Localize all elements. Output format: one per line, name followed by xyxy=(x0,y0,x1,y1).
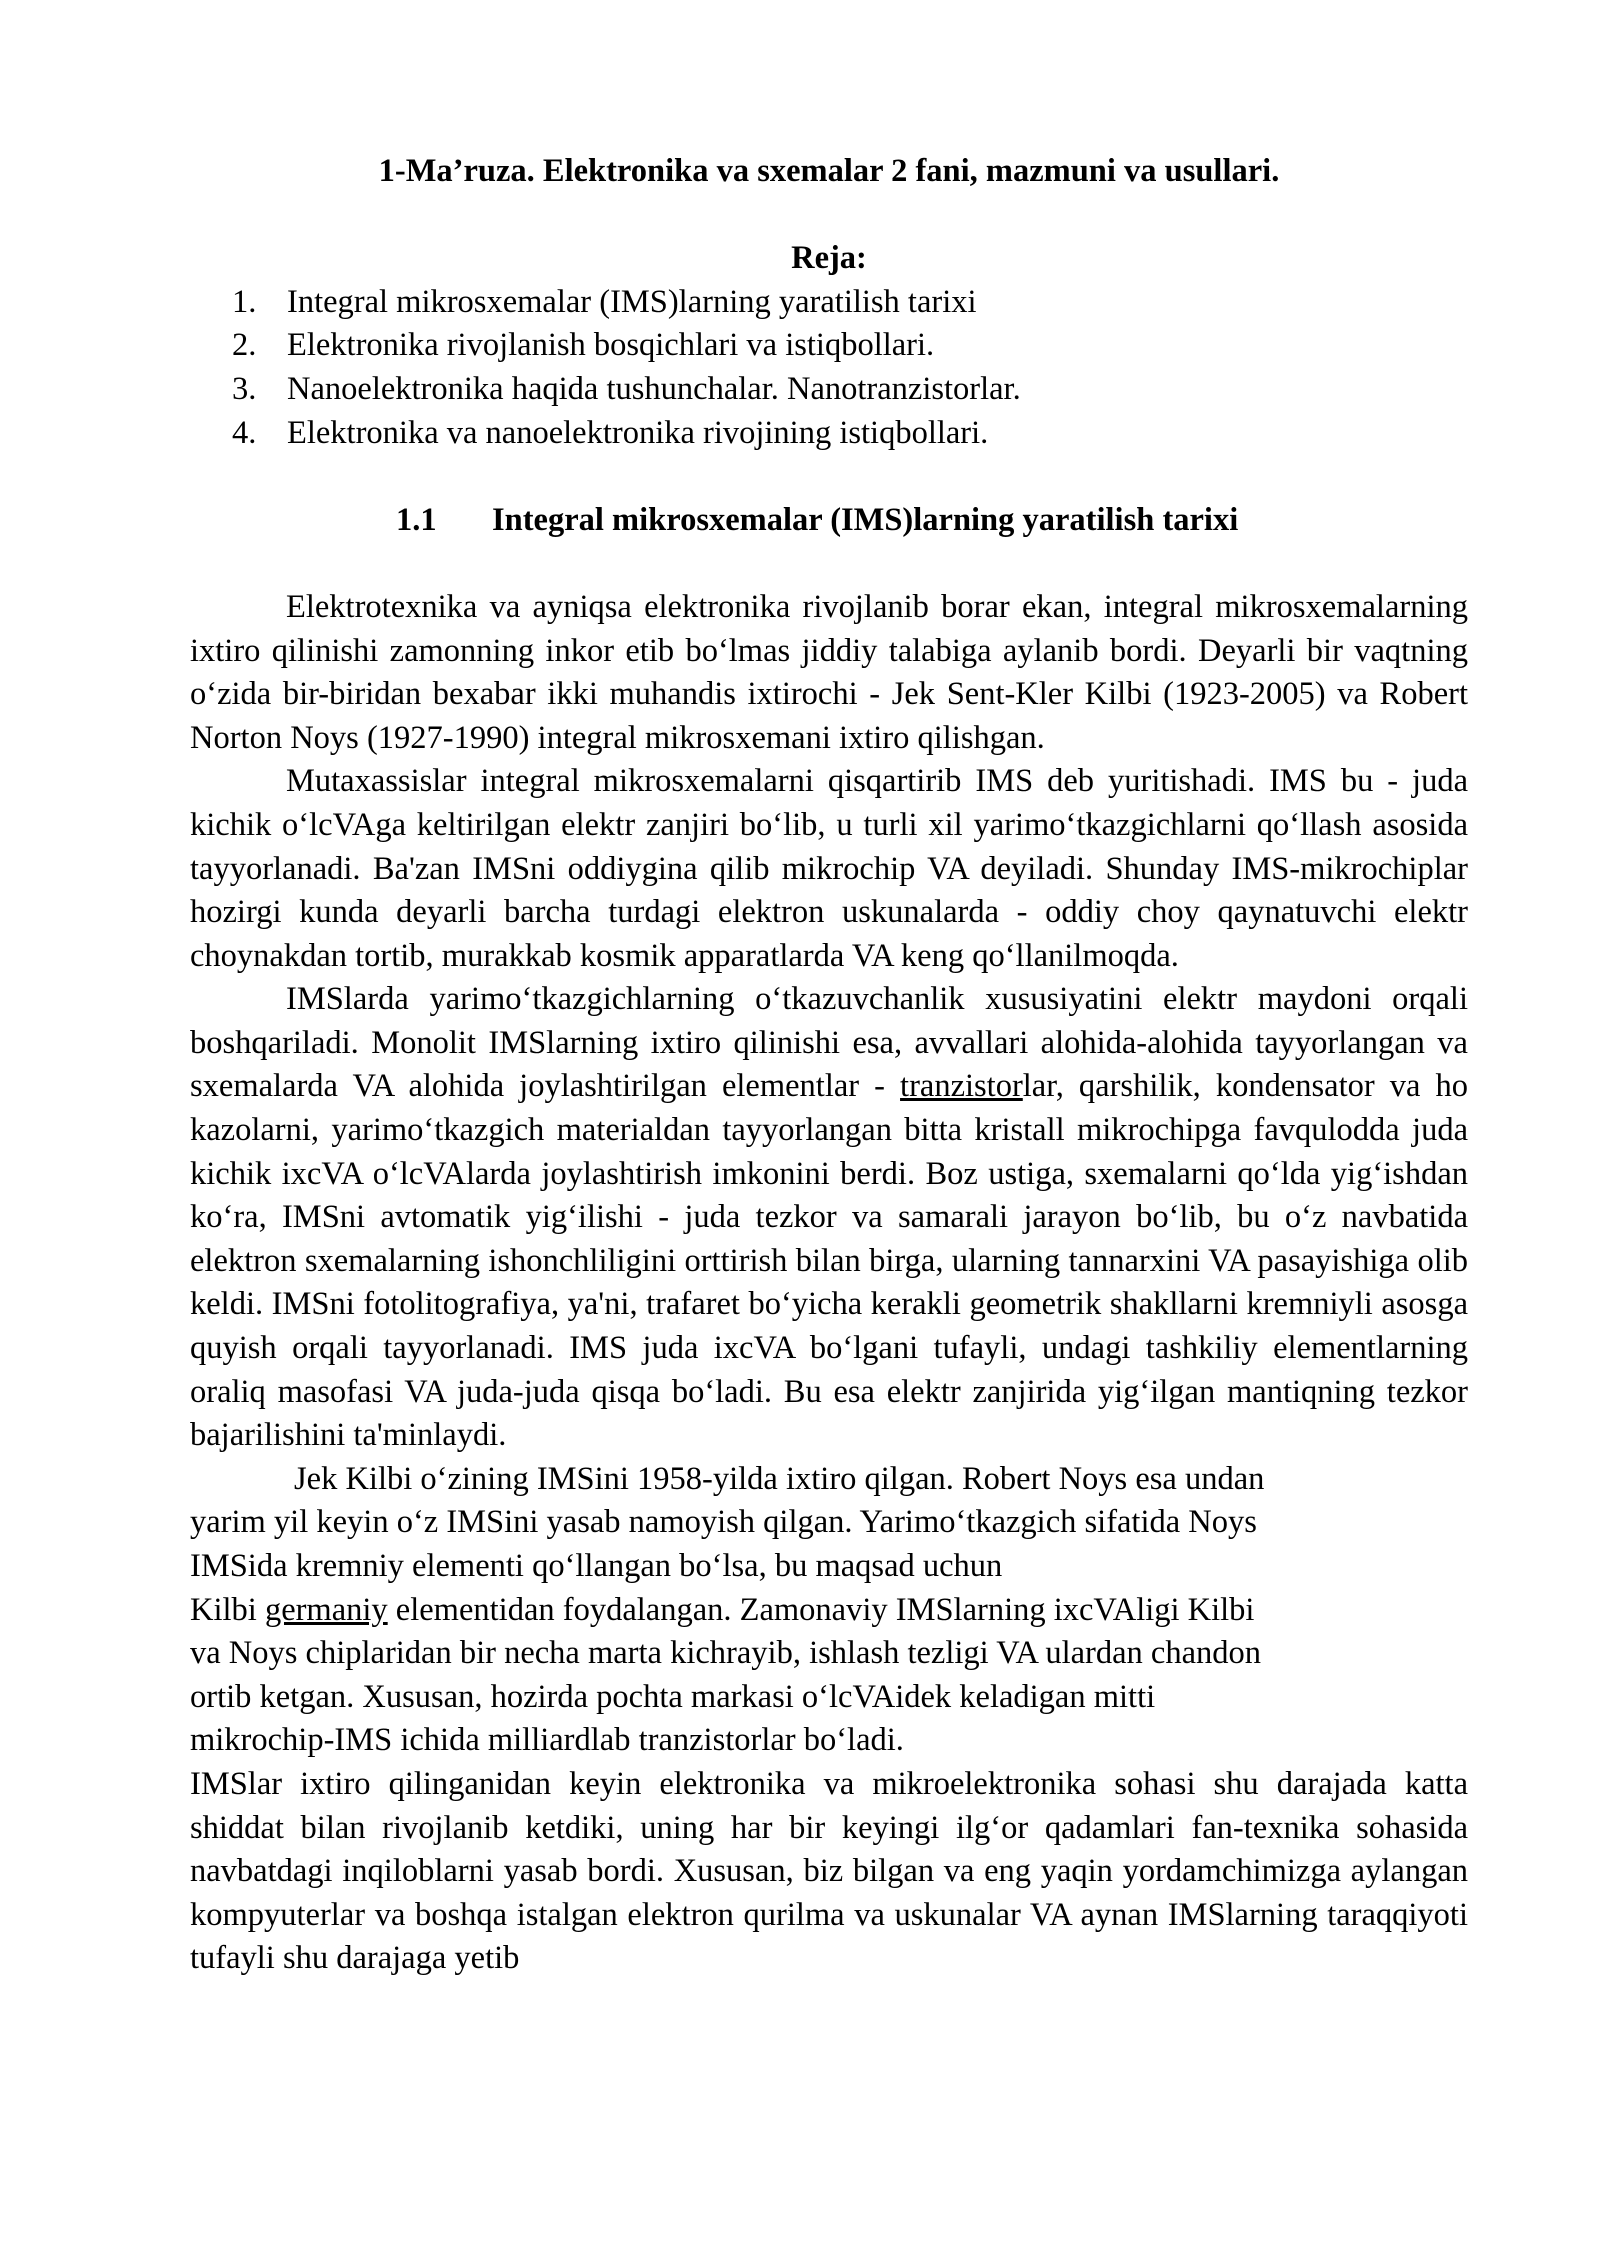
paragraph-4-line: IMSida kremniy elementi qo‘llangan bo‘lsa, bu maqsad uchun xyxy=(190,1548,1003,1584)
paragraph-3 xyxy=(190,978,1468,1458)
paragraph-4-line: mikrochip-IMS ichida milliardlab tranzistorlar bo‘ladi. xyxy=(190,1722,904,1759)
plan-item-number: 1. xyxy=(232,283,257,320)
plan-item-number: 2. xyxy=(232,327,257,364)
paragraph-3-text: IMSlarda yarimo‘tkazgichlarning o‘tkazuvchanlik xususiyatini elektr maydoni orqali boshqariladi. Monolit IMSlarning ixtiro qilinishi esa, avvallari alohida-alohida tayyorlangan va sxemalarda VA alohida joylashtirilgan elementlar - xyxy=(190,981,1468,1105)
paragraph-4-line: va Noys chiplaridan bir necha marta kichrayib, ishlash tezligi VA ulardan chandon xyxy=(190,1635,1261,1672)
paragraph-4-text: elementidan foydalangan. Zamonaviy IMSlarning ixcVAligi Kilbi xyxy=(387,1591,1255,1628)
plan-item-number: 3. xyxy=(232,370,257,407)
paragraph-4-line: Jek Kilbi o‘zining IMSini 1958-yilda ixtiro qilgan. Robert Noys esa undan xyxy=(294,1460,1265,1497)
plan-item xyxy=(190,281,1468,325)
document-page xyxy=(190,150,1468,1981)
plan-item-text: Elektronika rivojlanish bosqichlari va istiqbollari. xyxy=(287,327,935,364)
plan-item-text: Elektronika va nanoelektronika rivojining istiqbollari. xyxy=(287,414,989,451)
paragraph-4-line: yarim yil keyin o‘z IMSini yasab namoyish qilgan. Yarimo‘tkazgich sifatida Noys xyxy=(190,1504,1257,1541)
paragraph-5: IMSlar ixtiro qilinganidan keyin elektronika va mikroelektronika sohasi shu darajada katta shiddat bilan rivojlanib ketdiki, uning har bir keyingi ilg‘or qadamlari fan-texnika sohasida navbatdagi inqiloblarni yasab bordi. Xususan, biz bilgan va eng yaqin yordamchimizga aylangan kompyuterlar va boshqa istalgan elektron qurilma va uskunalar VA aynan IMSlarning taraqqiyoti tufayli shu darajaga yetib xyxy=(190,1765,1468,1977)
paragraph-4 xyxy=(190,1458,1468,1763)
plan-item-text: Integral mikrosxemalar (IMS)larning yaratilish tarixi xyxy=(287,283,977,320)
paragraph-1: Elektrotexnika va ayniqsa elektronika rivojlanib borar ekan, integral mikrosxemalarning ixtiro qilinishi zamonning inkor etib bo‘lmas jiddiy talabiga aylanib bordi. Deyarli bir vaqtning o‘zida bir-biridan bexabar ikki muhandis ixtirochi - Jek Sent-Kler Kilbi (1923-2005) va Robert Norton Noys (1927-1990) integral mikrosxemani ixtiro qilishgan. xyxy=(190,588,1468,756)
section-title: Integral mikrosxemalar (IMS)larning yaratilish tarixi xyxy=(492,501,1239,538)
paragraph-4-line xyxy=(190,1589,1468,1633)
plan-list xyxy=(190,281,1468,455)
plan-item xyxy=(190,412,1468,456)
tranzistor-link[interactable]: tranzistor xyxy=(900,1068,1023,1105)
paragraph-4-line: ortib ketgan. Xususan, hozirda pochta markasi o‘lcVAidek keladigan mitti xyxy=(190,1678,1156,1715)
plan-item xyxy=(190,368,1468,412)
paragraph-3-text: lar, qarshilik, kondensator va ho kazolarni, yarimo‘tkazgich materialdan tayyorlangan bitta kristall mikrochipga favqulodda juda kichik ixcVA o‘lcVAlarda joylashtirish imkonini berdi. Boz ustiga, sxemalarni qo‘lda yig‘ishdan ko‘ra, IMSni avtomatik yig‘ilishi - juda tezkor va samarali jarayon bo‘lib, bu o‘z navbatida elektron sxemalarning ishonchliligini orttirish bilan birga, ularning tannarxini VA pasayishiga olib keldi. IMSni fotolitografiya, ya'ni, trafaret bo‘yicha kerakli geometrik shakllarni kremniyli asosga quyish orqali tayyorlanadi. IMS juda ixcVA bo‘lgani tufayli, undagi tashkiliy elementlarning oraliq masofasi VA juda-juda qisqa bo‘ladi. Bu esa elektr zanjirida yig‘ilgan mantiqning tezkor bajarilishini ta'minlaydi. xyxy=(190,1068,1468,1454)
lecture-title: 1-Ma’ruza. Elektronika va sxemalar 2 fani, mazmuni va usullari. xyxy=(378,153,1280,189)
paragraph-2: Mutaxassislar integral mikrosxemalarni qisqartirib IMS deb yuritishadi. IMS bu - juda kichik o‘lcVAga keltirilgan elektr zanjiri bo‘lib, u turli xil yarimo‘tkazgichlarni qo‘llash asosida tayyorlanadi. Ba'zan IMSni oddiygina qilib mikrochip VA deyiladi. Shunday IMS-mikrochiplar hozirgi kunda deyarli barcha turdagi elektron uskunalarda - oddiy choy qaynatuvchi elektr choynakdan tortib, murakkab kosmik apparatlarda VA keng qo‘llanilmoqda. xyxy=(190,763,1468,974)
paragraph-4-text: Kilbi xyxy=(190,1591,265,1628)
germaniy-link[interactable]: germaniy xyxy=(264,1591,388,1628)
plan-heading: Reja: xyxy=(791,240,867,277)
plan-item-text: Nanoelektronika haqida tushunchalar. Nanotranzistorlar. xyxy=(287,370,1021,407)
plan-item xyxy=(190,324,1468,368)
section-number: 1.1 xyxy=(396,501,437,538)
plan-item-number: 4. xyxy=(232,414,257,451)
section-heading xyxy=(190,499,1468,543)
